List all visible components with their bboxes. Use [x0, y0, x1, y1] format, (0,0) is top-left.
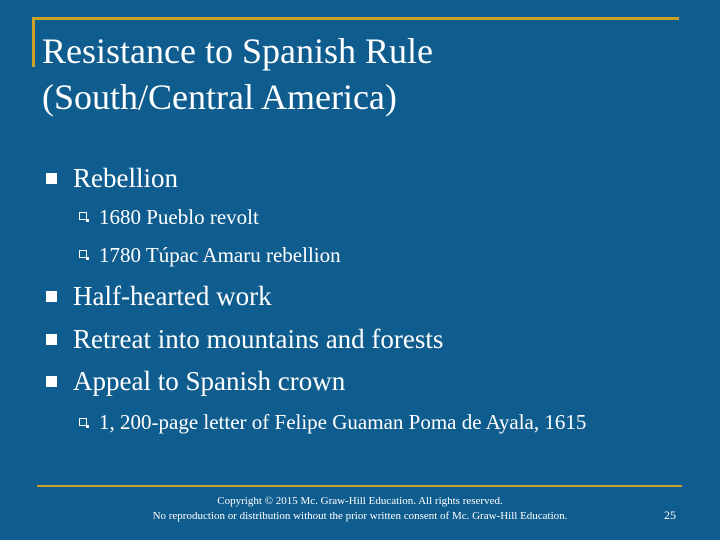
copyright-line-1: Copyright © 2015 Mc. Graw-Hill Education. All rights reserved.	[217, 495, 503, 507]
slide-title-line-1: Resistance to Spanish Rule	[42, 31, 433, 71]
hollow-square-bullet-icon	[79, 418, 87, 426]
slide-title-line-2: (South/Central America)	[42, 77, 397, 117]
square-bullet-icon	[46, 173, 57, 184]
copyright-line-2: No reproduction or distribution without the prior written consent of Mc. Graw-Hill Education.	[152, 510, 568, 522]
bullet-text-appeal-spanish-crown: Appeal to Spanish crown	[73, 366, 346, 396]
bullet-text-half-hearted-work: Half-hearted work	[73, 281, 272, 311]
square-bullet-icon	[46, 334, 57, 345]
page-number: 25	[664, 508, 676, 522]
bullet-text-rebellion: Rebellion	[73, 163, 178, 193]
title-frame-left-line	[32, 17, 35, 67]
subbullet-text-pueblo-revolt: 1680 Pueblo revolt	[99, 205, 259, 229]
subbullet-text-poma-de-ayala-letter: 1, 200-page letter of Felipe Guaman Poma de Ayala, 1615	[99, 410, 587, 434]
bullet-text-retreat-mountains-forests: Retreat into mountains and forests	[73, 324, 444, 354]
subbullet-text-tupac-amaru-rebellion: 1780 Túpac Amaru rebellion	[99, 243, 341, 267]
footer-divider	[37, 485, 682, 487]
title-frame-top-line	[32, 17, 679, 20]
slide-title	[42, 28, 692, 120]
hollow-square-bullet-icon	[79, 250, 87, 258]
copyright-notice	[110, 494, 610, 524]
square-bullet-icon	[46, 376, 57, 387]
square-bullet-icon	[46, 291, 57, 302]
hollow-square-bullet-icon	[79, 212, 87, 220]
